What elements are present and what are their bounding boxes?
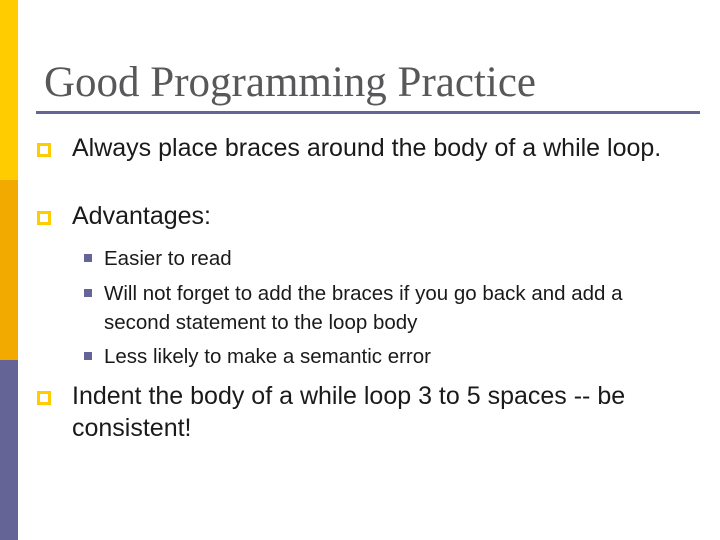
filled-square-bullet-icon	[84, 352, 92, 360]
bullet-text-indent: Indent the body of a while loop 3 to 5 spaces -- be consistent!	[72, 382, 626, 442]
bullet-text-braces: Always place braces around the body of a while loop.	[72, 134, 662, 162]
filled-square-bullet-icon	[84, 289, 92, 297]
square-bullet-icon	[37, 211, 51, 225]
square-bullet-icon	[37, 143, 51, 157]
square-bullet-icon	[37, 391, 51, 405]
subbullet-text-forget-braces: Will not forget to add the braces if you go back and add a second statement to the loop body	[104, 282, 623, 334]
filled-square-bullet-icon	[84, 254, 92, 262]
subbullet-text-easier: Easier to read	[104, 247, 232, 270]
bullet-text-advantages: Advantages:	[72, 202, 211, 230]
slide-title: Good Programming Practice	[44, 59, 537, 106]
subbullet-text-semantic-error: Less likely to make a semantic error	[104, 345, 431, 368]
